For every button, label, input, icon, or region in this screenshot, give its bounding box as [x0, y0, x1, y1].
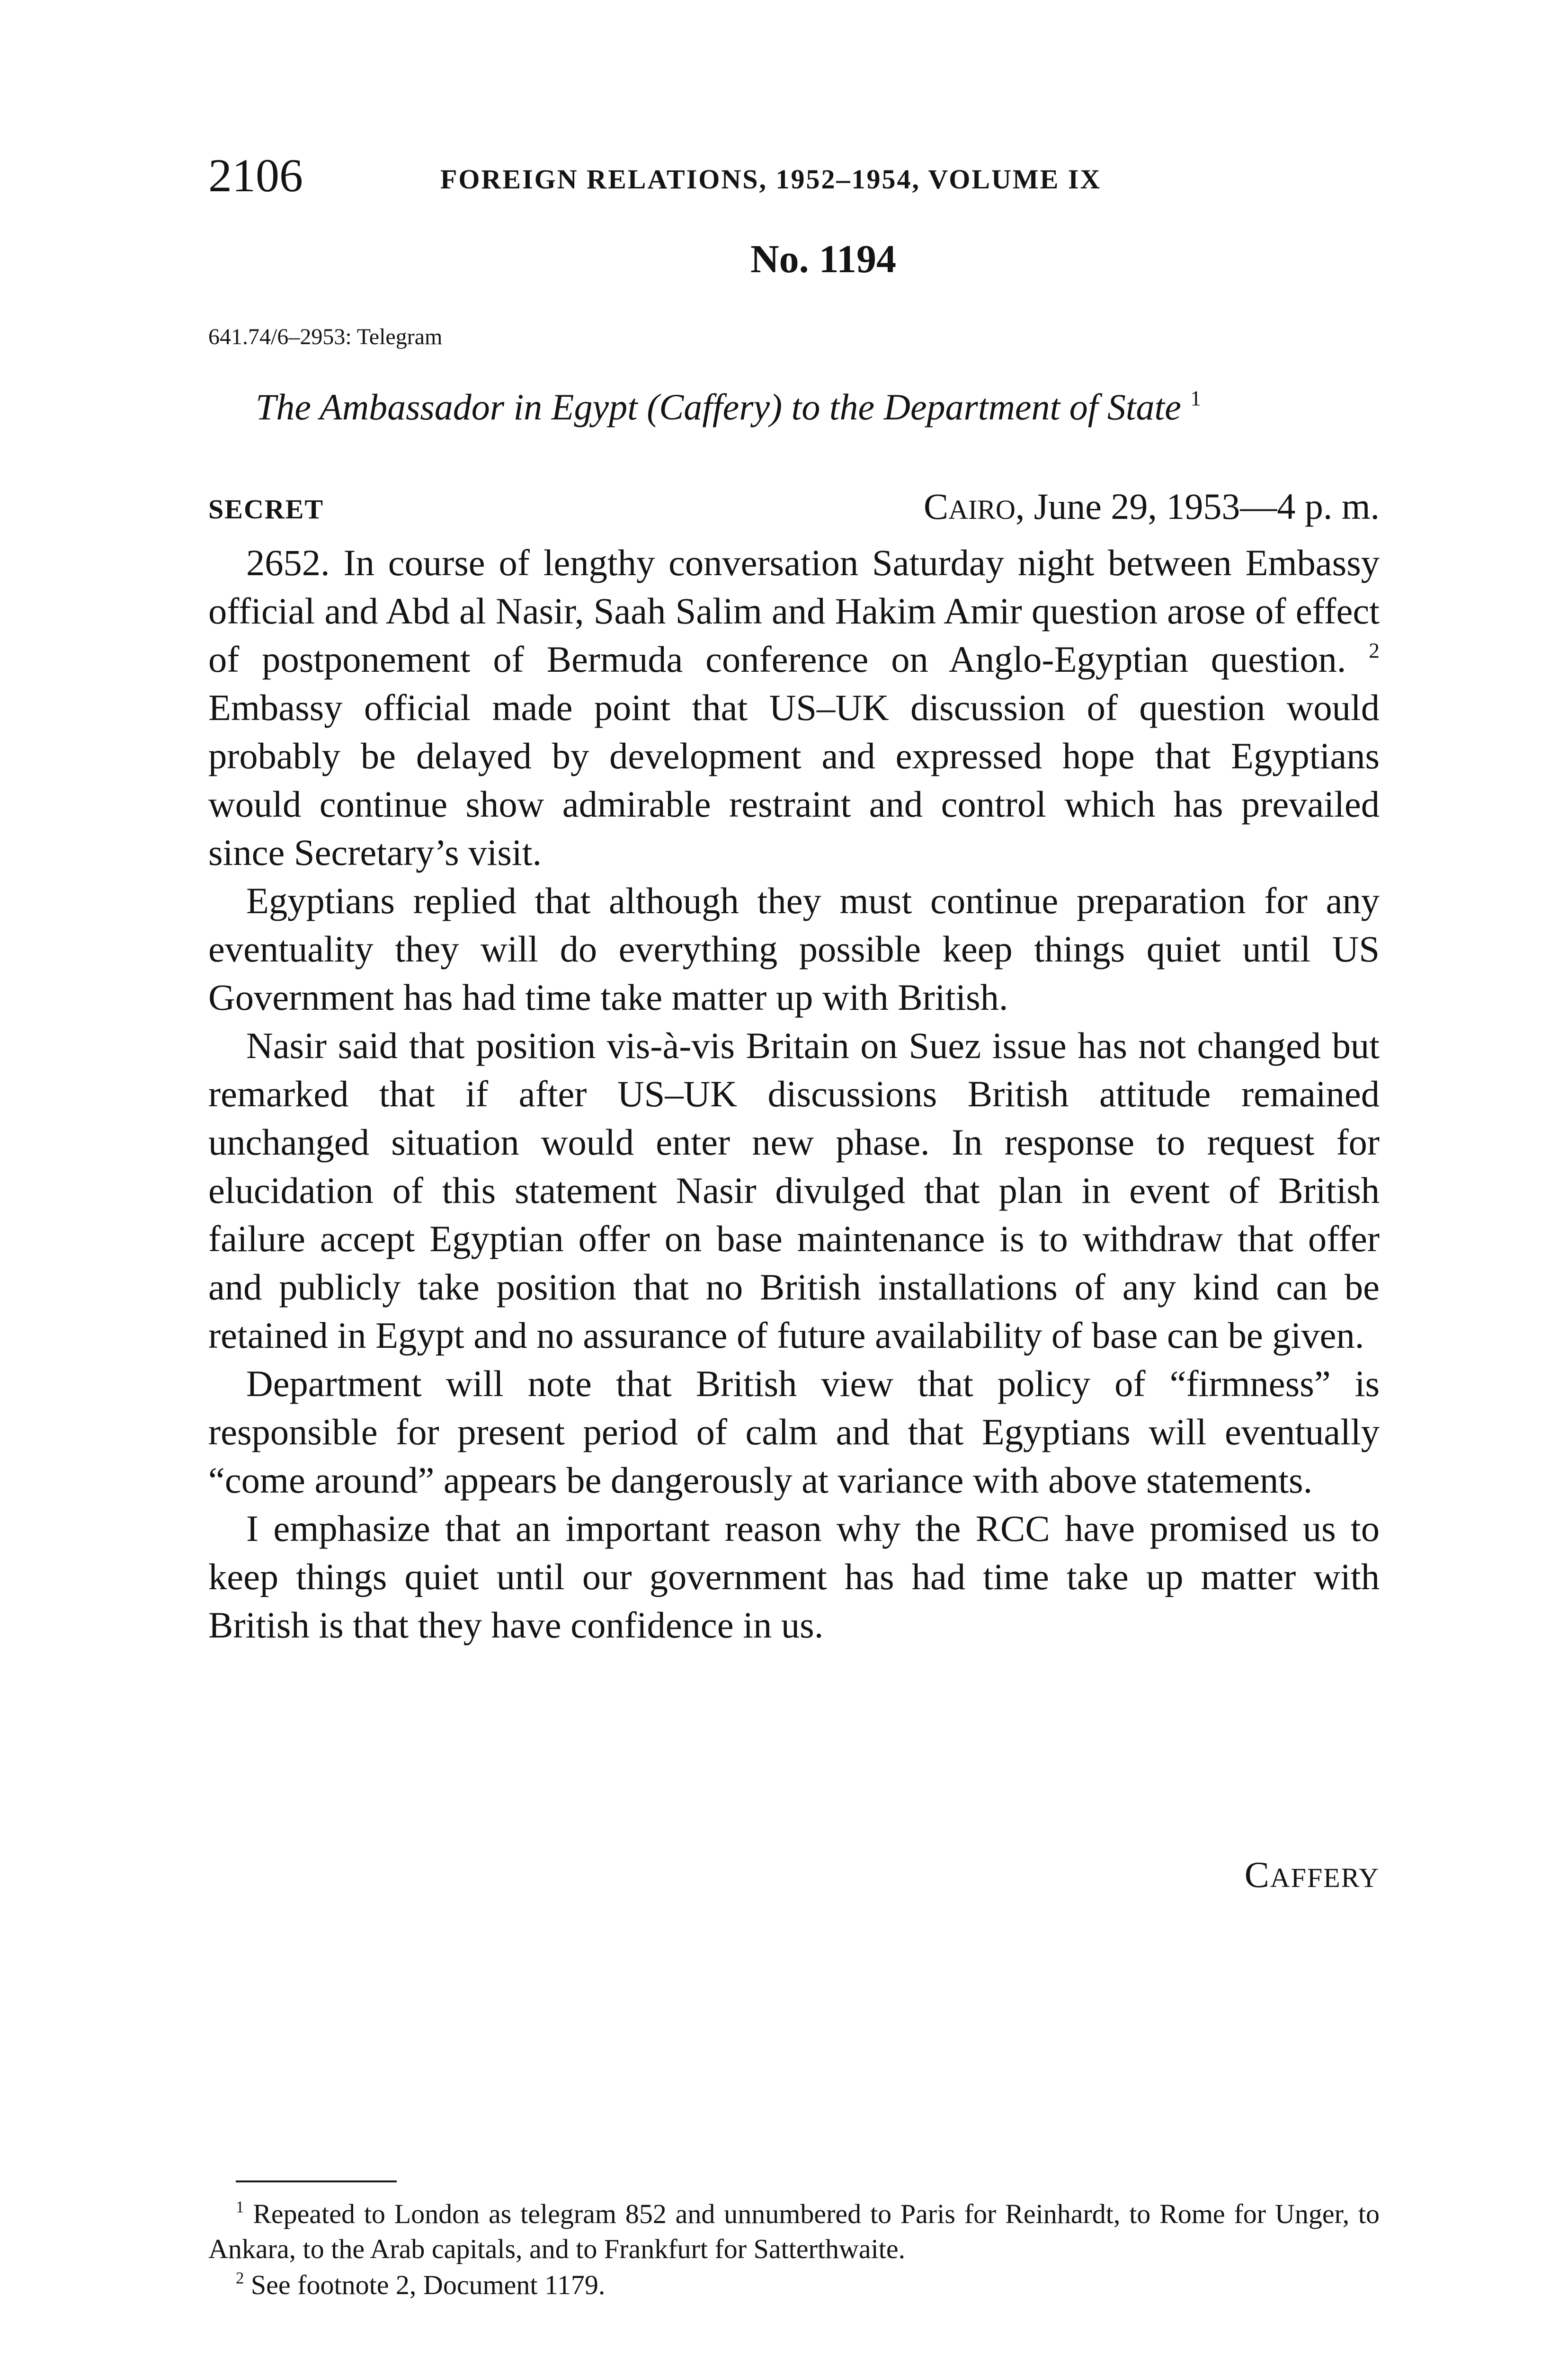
footnote-marker: 1	[236, 2198, 244, 2216]
paragraph-text: 2652. In course of lengthy conversation Saturday night between Embassy official and Abd al Nasir, Saah Salim and Hakim Amir question arose of effect of postponement of Bermuda conference on Anglo-Egyptian question.	[208, 542, 1380, 680]
paragraph: Department will note that British view that policy of “firmness” is responsible for present period of calm and that Egyptians will eventually “come around” appears be dangerously at variance with above statements.	[208, 1363, 1380, 1501]
dateline-city-initial: C	[924, 486, 949, 527]
dateline-date: , June 29, 1953—4 p. m.	[1015, 486, 1380, 527]
footnote-ref: 2	[1369, 638, 1380, 663]
classification: SECRET	[208, 494, 324, 525]
page-number: 2106	[208, 149, 303, 202]
footnote	[208, 2197, 1380, 2267]
running-head: FOREIGN RELATIONS, 1952–1954, VOLUME IX	[440, 164, 1102, 195]
paragraph: Nasir said that position vis-à-vis Britain on Suez issue has not changed but remarked that if after US–UK discussions British attitude remained unchanged situation would enter new phase. In response to request for elucidation of this statement Nasir divulged that plan in event of British failure accept Egyptian offer on base maintenance is to withdraw that offer and publicly take position that no British installations of any kind can be retained in Egypt and no assurance of future availability of base can be given.	[208, 1025, 1380, 1356]
footnote-marker: 2	[236, 2269, 244, 2287]
footnote	[208, 2268, 1380, 2303]
dateline-city-rest: AIRO	[948, 494, 1016, 525]
paragraph-text: Embassy official made point that US–UK discussion of question would probably be delayed by development and expressed hope that Egyptians would continue show admirable restraint and control which has prevailed since Secretary’s visit.	[208, 687, 1380, 873]
signature	[1245, 1851, 1380, 1902]
telegram-body	[208, 539, 1380, 1649]
document-number: No. 1194	[750, 237, 897, 281]
footnote-text: See footnote 2, Document 1179.	[244, 2269, 606, 2300]
signature-rest: AFFERY	[1270, 1862, 1380, 1893]
signature-initial: C	[1244, 1854, 1270, 1895]
footnote-text: Repeated to London as telegram 852 and unnumbered to Paris for Reinhardt, to Rome for Unger, to Ankara, to the Arab capitals, and to Frankfurt for Satterthwaite.	[208, 2198, 1380, 2264]
page-header	[208, 150, 1382, 202]
document-title-text: The Ambassador in Egypt (Caffery) to the Department of State	[256, 386, 1181, 427]
title-footnote-ref: 1	[1190, 386, 1201, 410]
document-title	[256, 383, 1201, 431]
paragraph	[208, 539, 1380, 877]
dateline	[924, 483, 1380, 534]
paragraph: Egyptians replied that although they must continue preparation for any eventuality they will do everything possible keep things quiet until US Government has had time take matter up with British.	[208, 880, 1380, 1018]
footnotes	[208, 2197, 1380, 2304]
paragraph: I emphasize that an important reason why the RCC have promised us to keep things quiet until our government has had time take up matter with British is that they have confidence in us.	[208, 1508, 1380, 1646]
source-note: 641.74/6–2953: Telegram	[208, 324, 443, 349]
footnote-divider	[236, 2180, 397, 2182]
